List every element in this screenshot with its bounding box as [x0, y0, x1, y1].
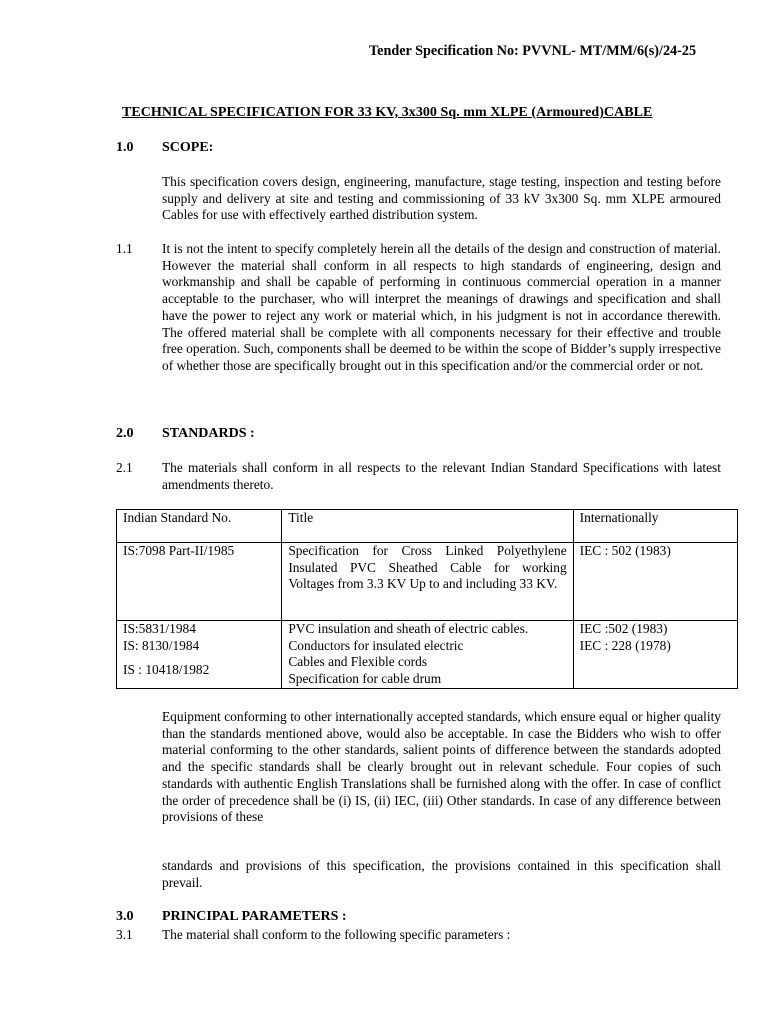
section-heading-standards: STANDARDS : [162, 426, 255, 441]
prevail-paragraph: standards and provisions of this specification, the provisions contained in this specification shall prevail. [162, 858, 721, 890]
clause-1-1-paragraph: It is not the intent to specify completely herein all the details of the design and construction of material. However the material shall conform in all respects to high standards of engineering, design and workmanship and shall be capable of performing in continuous commercial operation in a manner acceptable to the purchaser, who will interpret the meanings of drawings and specification and shall have the power to reject any work or material which, in his judgment is not in accordance therewith. The offered material shall be complete with all components necessary for their effective and trouble free operation. Such, components shall be deemed to be within the scope of Bidder’s supply irrespective of whether those are specifically brought out in this specification and/or the commercial order or not. [162, 241, 721, 373]
table-header-cell: Internationally [573, 510, 737, 543]
clause-number-2-1: 2.1 [116, 460, 133, 475]
standard-title: PVC insulation and sheath of electric cables. [288, 621, 529, 636]
table-header-cell: Title [282, 510, 573, 543]
clause-2-1-paragraph: The materials shall conform in all respects to the relevant Indian Standard Specifications with latest amendments thereto. [162, 460, 721, 492]
standard-number: IS : 10418/1982 [123, 662, 210, 678]
clause-number-3-1: 3.1 [116, 927, 133, 942]
standard-number: IS:5831/1984 [123, 621, 196, 636]
standards-table [116, 509, 738, 689]
table-cell-title: Specification for Cross Linked Polyethylene Insulated PVC Sheathed Cable for working Voltages from 3.3 KV Up to and including 33 KV. [282, 543, 573, 621]
table-header-cell: Indian Standard No. [117, 510, 282, 543]
section-number-3-0: 3.0 [116, 909, 134, 924]
table-row [117, 621, 738, 689]
scope-paragraph: This specification covers design, engineering, manufacture, stage testing, inspection and testing before supply and delivery at site and testing and commissioning of 33 kV 3x300 Sq. mm XLPE armoured Cables for use with effectively earthed distribution system. [162, 174, 721, 223]
international-standard: IEC : 228 (1978) [579, 637, 671, 653]
table-header-row [117, 510, 738, 543]
table-cell-standard [117, 621, 282, 689]
standard-number: IS: 8130/1984 [123, 637, 200, 653]
table-cell-international [573, 621, 737, 689]
table-cell-international: IEC : 502 (1983) [573, 543, 737, 621]
international-standard: IEC :502 (1983) [579, 621, 668, 636]
section-heading-principal-parameters: PRINCIPAL PARAMETERS : [162, 909, 347, 924]
standard-title: Conductors for insulated electric [288, 637, 464, 653]
equipment-standards-paragraph: Equipment conforming to other internationally accepted standards, which ensure equal or higher quality than the standards mentioned above, would also be acceptable. In case the Bidders who wish to offer material conforming to the other standards, salient points of difference between the standards adopted and the specific standards shall be clearly brought out in relevant schedule. Four copies of such standards with authentic English Translations shall be furnished along with the offer. In case of conflict the order of precedence shall be (i) IS, (ii) IEC, (iii) Other standards. In case of any difference between provisions of these [162, 709, 721, 825]
clause-number-1-1: 1.1 [116, 241, 133, 256]
standard-title: Specification for cable drum [288, 671, 442, 687]
spacer [123, 654, 275, 662]
table-cell-standard: IS:7098 Part-II/1985 [117, 543, 282, 621]
document-title: TECHNICAL SPECIFICATION FOR 33 KV, 3x300 Sq. mm XLPE (Armoured)CABLE [122, 105, 653, 120]
tender-reference: Tender Specification No: PVVNL- MT/MM/6(s)/24-25 [369, 43, 697, 59]
clause-3-1-paragraph: The material shall conform to the following specific parameters : [162, 927, 511, 942]
table-cell-title [282, 621, 573, 689]
section-number-2-0: 2.0 [116, 426, 134, 441]
section-heading-scope: SCOPE: [162, 140, 214, 155]
section-number-1-0: 1.0 [116, 140, 134, 155]
standard-title: Cables and Flexible cords [288, 654, 428, 670]
table-row [117, 543, 738, 621]
